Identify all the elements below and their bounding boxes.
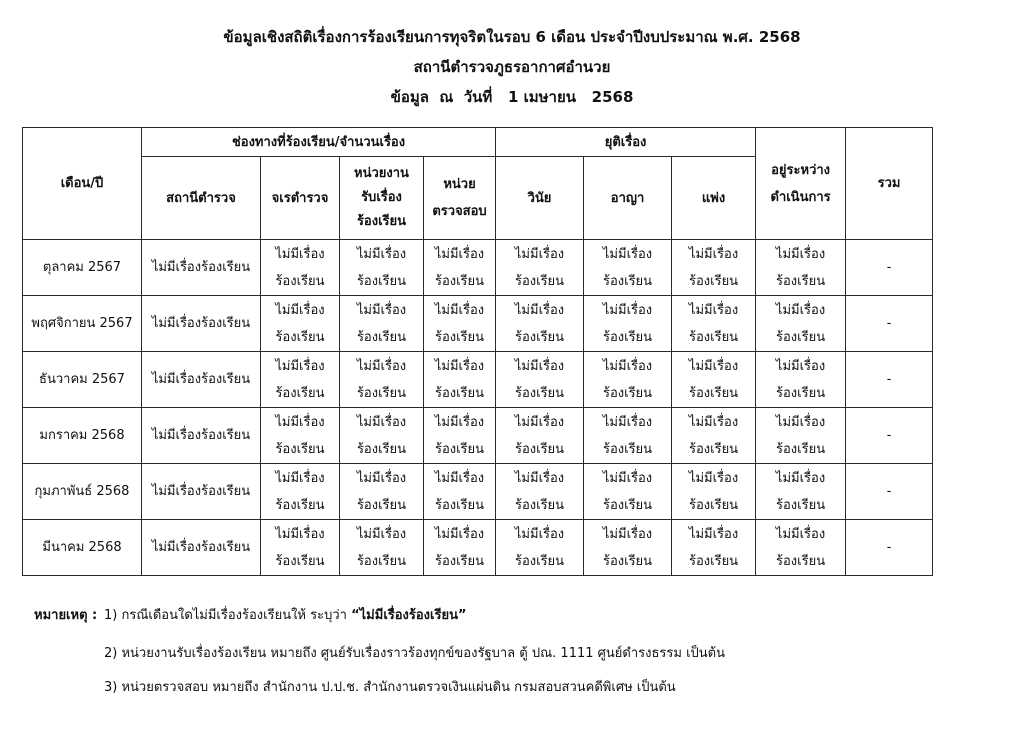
police-station-cell: ไม่มีเรื่องร้องเรียน: [142, 240, 261, 296]
audit-agency-cell: ไม่มีเรื่อง ร้องเรียน: [424, 352, 496, 408]
total-cell: -: [846, 520, 933, 576]
police-station-cell: ไม่มีเรื่องร้องเรียน: [142, 520, 261, 576]
civil-cell: ไม่มีเรื่อง ร้องเรียน: [672, 520, 756, 576]
criminal-cell: ไม่มีเรื่อง ร้องเรียน: [584, 464, 672, 520]
table-row: [23, 296, 933, 352]
total-cell: -: [846, 296, 933, 352]
in-progress-cell: ไม่มีเรื่อง ร้องเรียน: [756, 240, 846, 296]
in-progress-cell: ไม่มีเรื่อง ร้องเรียน: [756, 408, 846, 464]
police-station-cell: ไม่มีเรื่องร้องเรียน: [142, 464, 261, 520]
title-line-1: ข้อมูลเชิงสถิติเรื่องการร้องเรียนการทุจริตในรอบ 6 เดือน ประจำปีงบประมาณ พ.ศ. 2568: [223, 28, 801, 46]
note-1: [104, 604, 467, 625]
discipline-cell: ไม่มีเรื่อง ร้องเรียน: [496, 240, 584, 296]
header-police-patrol: จเรตำรวจ: [261, 157, 340, 240]
note-3: 3) หน่วยตรวจสอบ หมายถึง สำนักงาน ป.ป.ช. สำนักงานตรวจเงินแผ่นดิน กรมสอบสวนคดีพิเศษ เป็นต้น: [104, 680, 676, 695]
header-channels-group: ช่องทางที่ร้องเรียน/จำนวนเรื่อง: [142, 128, 496, 157]
title-line-2: สถานีตำรวจภูธรอากาศอำนวย: [413, 58, 611, 76]
civil-cell: ไม่มีเรื่อง ร้องเรียน: [672, 240, 756, 296]
total-cell: -: [846, 464, 933, 520]
police-station-cell: ไม่มีเรื่องร้องเรียน: [142, 296, 261, 352]
civil-cell: ไม่มีเรื่อง ร้องเรียน: [672, 296, 756, 352]
complaint-agency-cell: ไม่มีเรื่อง ร้องเรียน: [340, 296, 424, 352]
header-resolved-group: ยุติเรื่อง: [496, 128, 756, 157]
note-2: 2) หน่วยงานรับเรื่องร้องเรียน หมายถึง ศูนย์รับเรื่องราวร้องทุกข์ของรัฐบาล ตู้ ปณ. 1111 ศูนย์ดำรงธรรม เป็นต้น: [104, 646, 725, 661]
police-patrol-cell: ไม่มีเรื่อง ร้องเรียน: [261, 520, 340, 576]
discipline-cell: ไม่มีเรื่อง ร้องเรียน: [496, 408, 584, 464]
criminal-cell: ไม่มีเรื่อง ร้องเรียน: [584, 240, 672, 296]
criminal-cell: ไม่มีเรื่อง ร้องเรียน: [584, 408, 672, 464]
discipline-cell: ไม่มีเรื่อง ร้องเรียน: [496, 352, 584, 408]
complaint-agency-cell: ไม่มีเรื่อง ร้องเรียน: [340, 520, 424, 576]
month-cell: มกราคม 2568: [23, 408, 142, 464]
total-cell: -: [846, 352, 933, 408]
police-patrol-cell: ไม่มีเรื่อง ร้องเรียน: [261, 296, 340, 352]
criminal-cell: ไม่มีเรื่อง ร้องเรียน: [584, 520, 672, 576]
table-row: [23, 520, 933, 576]
in-progress-cell: ไม่มีเรื่อง ร้องเรียน: [756, 352, 846, 408]
complaint-agency-cell: ไม่มีเรื่อง ร้องเรียน: [340, 240, 424, 296]
table-row: [23, 464, 933, 520]
complaint-statistics-table: [22, 127, 933, 576]
header-criminal: อาญา: [584, 157, 672, 240]
audit-agency-cell: ไม่มีเรื่อง ร้องเรียน: [424, 464, 496, 520]
civil-cell: ไม่มีเรื่อง ร้องเรียน: [672, 464, 756, 520]
complaint-agency-cell: ไม่มีเรื่อง ร้องเรียน: [340, 352, 424, 408]
civil-cell: ไม่มีเรื่อง ร้องเรียน: [672, 408, 756, 464]
header-audit-agency: หน่วย ตรวจสอบ: [424, 157, 496, 240]
civil-cell: ไม่มีเรื่อง ร้องเรียน: [672, 352, 756, 408]
criminal-cell: ไม่มีเรื่อง ร้องเรียน: [584, 352, 672, 408]
header-total: รวม: [846, 128, 933, 240]
header-civil: แพ่ง: [672, 157, 756, 240]
table-row: [23, 408, 933, 464]
header-complaint-agency: หน่วยงาน รับเรื่อง ร้องเรียน: [340, 157, 424, 240]
police-patrol-cell: ไม่มีเรื่อง ร้องเรียน: [261, 352, 340, 408]
table-row: [23, 240, 933, 296]
month-cell: ตุลาคม 2567: [23, 240, 142, 296]
in-progress-cell: ไม่มีเรื่อง ร้องเรียน: [756, 464, 846, 520]
audit-agency-cell: ไม่มีเรื่อง ร้องเรียน: [424, 408, 496, 464]
police-patrol-cell: ไม่มีเรื่อง ร้องเรียน: [261, 408, 340, 464]
discipline-cell: ไม่มีเรื่อง ร้องเรียน: [496, 520, 584, 576]
report-title: [0, 22, 1024, 112]
total-cell: -: [846, 240, 933, 296]
audit-agency-cell: ไม่มีเรื่อง ร้องเรียน: [424, 296, 496, 352]
month-cell: ธันวาคม 2567: [23, 352, 142, 408]
note-1-text: 1) กรณีเดือนใดไม่มีเรื่องร้องเรียนให้ ระบุว่า: [104, 608, 347, 623]
police-station-cell: ไม่มีเรื่องร้องเรียน: [142, 408, 261, 464]
discipline-cell: ไม่มีเรื่อง ร้องเรียน: [496, 296, 584, 352]
in-progress-cell: ไม่มีเรื่อง ร้องเรียน: [756, 520, 846, 576]
title-line-3: ข้อมูล ณ วันที่ 1 เมษายน 2568: [390, 88, 634, 106]
discipline-cell: ไม่มีเรื่อง ร้องเรียน: [496, 464, 584, 520]
criminal-cell: ไม่มีเรื่อง ร้องเรียน: [584, 296, 672, 352]
complaint-agency-cell: ไม่มีเรื่อง ร้องเรียน: [340, 464, 424, 520]
complaint-agency-cell: ไม่มีเรื่อง ร้องเรียน: [340, 408, 424, 464]
header-discipline: วินัย: [496, 157, 584, 240]
month-cell: มีนาคม 2568: [23, 520, 142, 576]
header-police-station: สถานีตำรวจ: [142, 157, 261, 240]
police-station-cell: ไม่มีเรื่องร้องเรียน: [142, 352, 261, 408]
table-body: [23, 240, 933, 576]
table-row: [23, 352, 933, 408]
header-month: เดือน/ปี: [23, 128, 142, 240]
police-patrol-cell: ไม่มีเรื่อง ร้องเรียน: [261, 240, 340, 296]
in-progress-cell: ไม่มีเรื่อง ร้องเรียน: [756, 296, 846, 352]
police-patrol-cell: ไม่มีเรื่อง ร้องเรียน: [261, 464, 340, 520]
header-in-progress: อยู่ระหว่าง ดำเนินการ: [756, 128, 846, 240]
month-cell: กุมภาพันธ์ 2568: [23, 464, 142, 520]
total-cell: -: [846, 408, 933, 464]
note-1-emphasis: “ไม่มีเรื่องร้องเรียน”: [351, 608, 467, 623]
notes-label: หมายเหตุ :: [34, 608, 98, 623]
audit-agency-cell: ไม่มีเรื่อง ร้องเรียน: [424, 520, 496, 576]
audit-agency-cell: ไม่มีเรื่อง ร้องเรียน: [424, 240, 496, 296]
month-cell: พฤศจิกายน 2567: [23, 296, 142, 352]
